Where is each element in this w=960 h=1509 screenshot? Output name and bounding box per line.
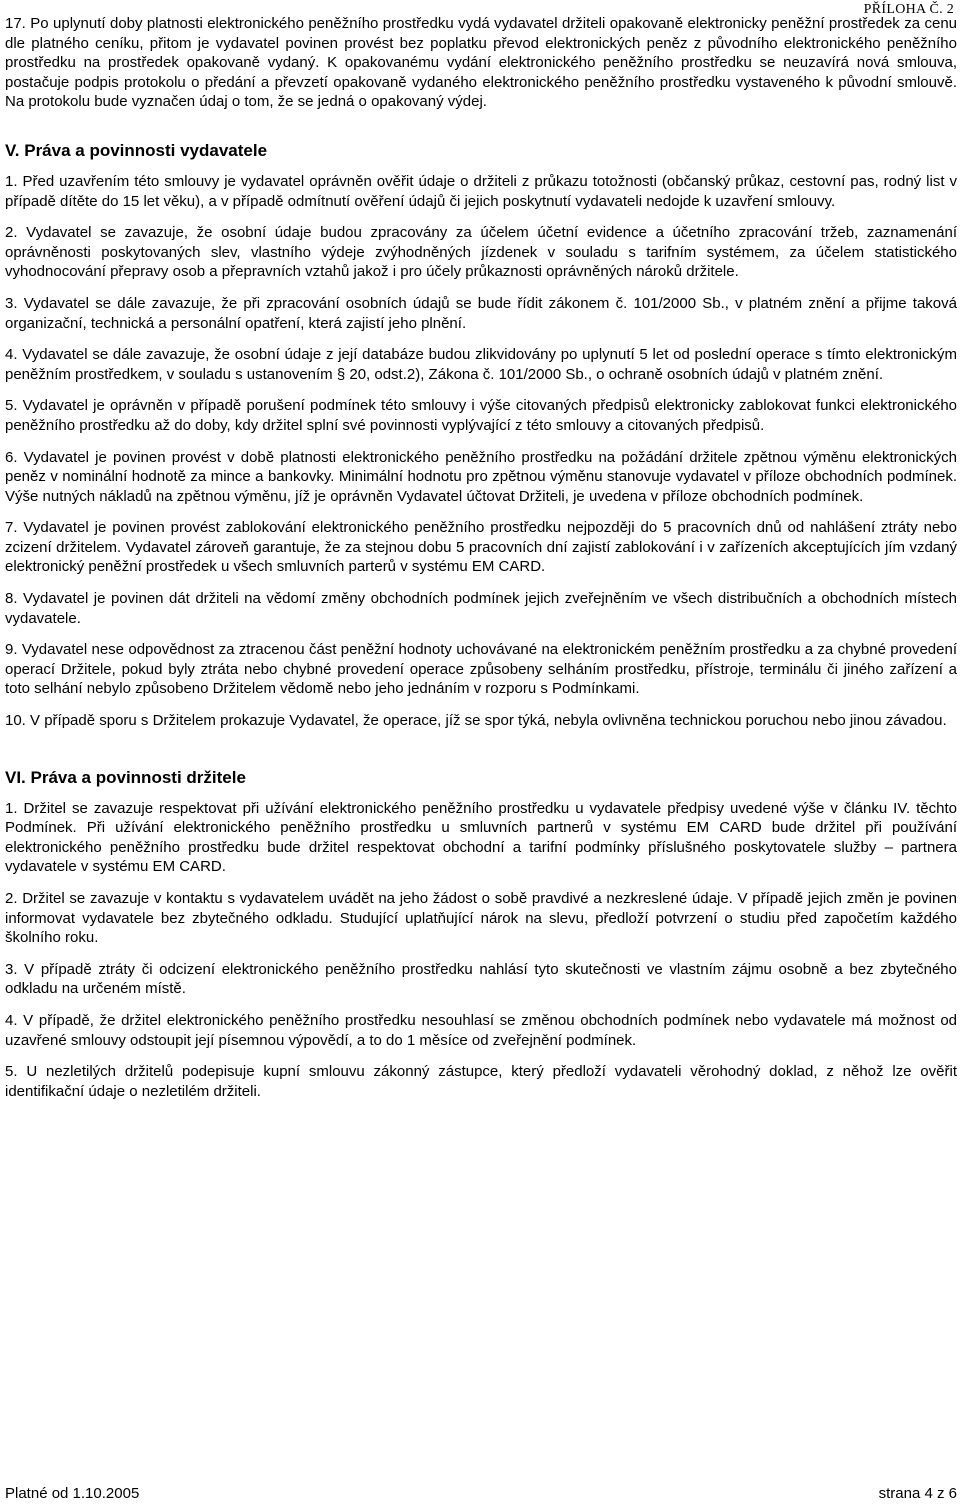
section-vi-paragraph-5: 5. U nezletilých držitelů podepisuje kupní smlouvu zákonný zástupce, který předloží vydavateli věrohodný doklad, z něhož lze ověřit identifikační údaje o nezletilém držiteli.	[5, 1063, 957, 1100]
section-v-paragraph-10: 10. V případě sporu s Držitelem prokazuje Vydavatel, že operace, jíž se spor týká, nebyla ovlivněna technickou poruchou nebo jinou závadou.	[5, 712, 947, 730]
appendix-label: PŘÍLOHA Č. 2	[863, 2, 954, 17]
page-number-footer: strana 4 z 6	[878, 1485, 957, 1502]
section-v-paragraph-2: 2. Vydavatel se zavazuje, že osobní údaje budou zpracovány za účelem účetní evidence a účetního zpracování tržeb, zaznamenání oprávněnosti poskytovaných slev, vlastního výdeje zvýhodněných jízdenek v souladu s tarifním systémem, za účelem statistického vyhodnocování přepravy osob a přepravních vztahů jakož i pro účely průkaznosti oprávněných nároků držitele.	[5, 224, 957, 281]
section-v-paragraph-9: 9. Vydavatel nese odpovědnost za ztracenou část peněžní hodnoty uchovávané na elektronickém peněžním prostředku a za chybné provedení operací Držitele, pokud byly ztráta nebo chybné provedení operace způsobeny selháním prostředku, přístroje, terminálu či jiného zařízení a toto selhání nebylo způsobeno Držitelem vědomě nebo jeho jednáním v rozporu s Podmínkami.	[5, 641, 957, 698]
section-v-paragraph-1: 1. Před uzavřením této smlouvy je vydavatel oprávněn ověřit údaje o držiteli z průkazu totožnosti (občanský průkaz, cestovní pas, rodný list v případě dítěte do 15 let věku), a v případě odmítnutí ověření údajů či jejich poskytnutí vydavateli nedojde k uzavření smlouvy.	[5, 172, 957, 210]
section-vi-paragraph-3: 3. V případě ztráty či odcizení elektronického peněžního prostředku nahlásí tyto skutečnosti ve vlastním zájmu osobně a bez zbytečného odkladu na určeném místě.	[5, 960, 957, 998]
section-v-paragraph-3: 3. Vydavatel se dále zavazuje, že při zpracování osobních údajů se bude řídit zákonem č. 101/2000 Sb., v platném znění a přijme taková organizační, technická a personální opatření, která zajistí jeho plnění.	[5, 294, 957, 332]
valid-from-footer: Platné od 1.10.2005	[5, 1485, 140, 1502]
section-v-paragraph-4: 4. Vydavatel se dále zavazuje, že osobní údaje z její databáze budou zlikvidovány po uplynutí 5 let od poslední operace s tímto elektronickým peněžním prostředkem, v souladu s ustanovením § 20, odst.2), Zákona č. 101/2000 Sb., o ochraně osobních údajů v platném znění.	[5, 346, 957, 383]
section-v-heading: V. Práva a povinnosti vydavatele	[5, 140, 268, 160]
section-v-paragraph-8: 8. Vydavatel je povinen dát držiteli na vědomí změny obchodních podmínek jejich zveřejněním ve všech distribučních a obchodních místech vydavatele.	[5, 590, 957, 627]
paragraph-17: 17. Po uplynutí doby platnosti elektronického peněžního prostředku vydá vydavatel držiteli opakovaně elektronicky peněžní prostředek za cenu dle platného ceníku, přitom je vydavatel povinen provést bez poplatku převod elektronických peněz z původního elektronického peněžního prostředku na prostředek opakovaně vydaný. K opakovanému vydání elektronického peněžního prostředku se neuzavírá nová smlouva, postačuje podpis protokolu o předání a převzetí opakovaně vydaného elektronického peněžního prostředku vystaveného k původní smlouvě. Na protokolu bude vyznačen údaj o tom, že se jedná o opakovaný výdej.	[5, 15, 957, 111]
section-v-paragraph-6: 6. Vydavatel je povinen provést v době platnosti elektronického peněžního prostředku na požádání držitele zpětnou výměnu elektronických peněz v nominální hodnotě za mince a bankovky. Minimální hodnotu pro zpětnou výměnu stanovuje vydavatel v příloze obchodních podmínek. Výše nutných nákladů na zpětnou výměnu, jíž je oprávněn Vydavatel účtovat Držiteli, je uvedena v příloze obchodních podmínek.	[5, 448, 957, 505]
section-v-paragraph-5: 5. Vydavatel je oprávněn v případě porušení podmínek této smlouvy i výše citovaných předpisů elektronicky zablokovat funkci elektronického peněžního prostředku až do doby, kdy držitel splní své povinnosti vyplývající z této smlouvy a citovaných předpisů.	[5, 397, 957, 434]
section-vi-paragraph-1: 1. Držitel se zavazuje respektovat při užívání elektronického peněžního prostředku u vydavatele předpisy uvedené výše v článku IV. těchto Podmínek. Při užívání elektronického peněžního prostředku u smluvních partnerů v systému EM CARD bude držitel při používání elektronického peněžního prostředku bude držitel respektovat obchodní a tarifní podmínky příslušného poskytovatele služby – partnera vydavatele v systému EM CARD.	[5, 799, 957, 876]
section-v-paragraph-7: 7. Vydavatel je povinen provést zablokování elektronického peněžního prostředku nejpozději do 5 pracovních dnů od nahlášení ztráty nebo zcizení držitelem. Vydavatel zároveň garantuje, že za stejnou dobu 5 pracovních dní zajistí zablokování i v zařízeních akceptujících jím vzdaný elektronický peněžní prostředek u všech smluvních parterů v systému EM CARD.	[5, 519, 957, 576]
section-vi-paragraph-2: 2. Držitel se zavazuje v kontaktu s vydavatelem uvádět na jeho žádost o sobě pravdivé a nezkreslené údaje. V případě jejich změn je povinen informovat vydavatele bez zbytečného odkladu. Studující uplatňující nárok na slevu, předloží potvrzení o studiu před započetím každého školního roku.	[5, 890, 957, 947]
section-vi-paragraph-4: 4. V případě, že držitel elektronického peněžního prostředku nesouhlasí se změnou obchodních podmínek nebo vydavatele má možnost od uzavřené smlouvy odstoupit její písemnou výpovědí, a to do 1 měsíce od zveřejnění podmínek.	[5, 1011, 957, 1049]
section-vi-heading: VI. Práva a povinnosti držitele	[5, 767, 246, 787]
document-body	[5, 14, 957, 1113]
